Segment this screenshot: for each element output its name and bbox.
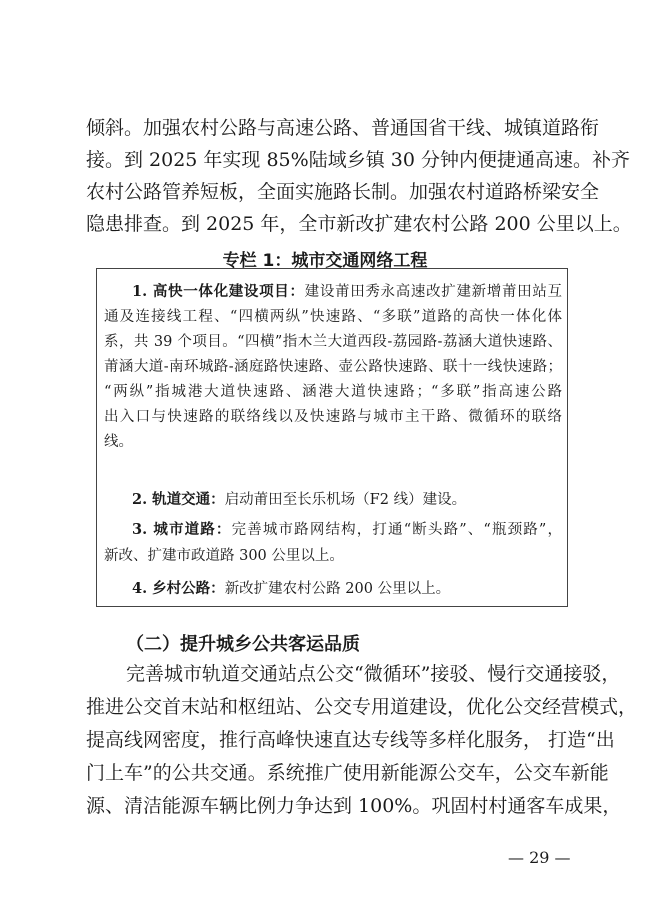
item-label: 1. 高快一体化建设项目： bbox=[132, 283, 305, 300]
text-line: 系，共 39 个项目。“四横”指木兰大道西段-荔园路-荔涵大道快速路、 bbox=[104, 334, 562, 350]
box-item-4 bbox=[132, 580, 562, 598]
text-line: 倾斜。加强农村公路与高速公路、普通国省干线、城镇道路衔 bbox=[86, 117, 600, 139]
item-text: 完善城市路网结构，打通“断头路”、“瓶颈路”， bbox=[231, 522, 562, 538]
text-line: 线。 bbox=[104, 434, 133, 450]
item-text: 新改扩建农村公路 200 公里以上。 bbox=[224, 581, 451, 597]
page-number: — 29 — bbox=[508, 848, 571, 867]
item-text: 启动莆田至长乐机场（F2 线）建设。 bbox=[224, 492, 467, 508]
text-line: 隐患排查。到 2025 年，全市新改扩建农村公路 200 公里以上。 bbox=[86, 213, 632, 235]
text-line: 完善城市轨道交通站点公交“微循环”接驳、慢行交通接驳， bbox=[126, 663, 621, 685]
text-line: 莆涵大道-南环城路-涵庭路快速路、壶公路快速路、联十一线快速路； bbox=[104, 359, 562, 375]
text-line: 新改、扩建市政道路 300 公里以上。 bbox=[104, 548, 344, 564]
box-item-3 bbox=[132, 521, 562, 539]
item-text: 建设莆田秀永高速改扩建新增莆田站互 bbox=[304, 284, 563, 300]
box-item-2 bbox=[132, 491, 562, 509]
text-line: 门上车”的公共交通。系统推广使用新能源公交车，公交车新能 bbox=[86, 762, 609, 784]
item-label: 2. 轨道交通： bbox=[132, 491, 225, 508]
text-line: 接。到 2025 年实现 85%陆域乡镇 30 分钟内便捷通高速。补齐 bbox=[86, 149, 630, 171]
text-line: “两纵”指城港大道快速路、涵港大道快速路；“多联”指高速公路 bbox=[104, 384, 562, 400]
item-label: 4. 乡村公路： bbox=[132, 580, 225, 597]
box-title: 专栏 1：城市交通网络工程 bbox=[222, 251, 428, 271]
text-line: 推进公交首末站和枢纽站、公交专用道建设，优化公交经营模式， bbox=[86, 696, 638, 718]
text-line: 农村公路管养短板，全面实施路长制。加强农村道路桥梁安全 bbox=[86, 181, 600, 203]
text-line: 源、清洁能源车辆比例力争达到 100%。巩固村村通客车成果， bbox=[86, 795, 622, 817]
text-line: 通及连接线工程、“四横两纵”快速路、“多联”道路的高快一体化体 bbox=[104, 309, 562, 325]
box-item-1 bbox=[132, 283, 562, 301]
text-line: 出入口与快速路的联络线以及快速路与城市主干路、微循环的联络 bbox=[104, 409, 562, 425]
text-line: 提高线网密度，推行高峰快速直达专线等多样化服务， 打造“出 bbox=[86, 729, 615, 751]
item-label: 3. 城市道路： bbox=[132, 521, 232, 538]
section-heading: （二）提升城乡公共客运品质 bbox=[126, 634, 360, 655]
